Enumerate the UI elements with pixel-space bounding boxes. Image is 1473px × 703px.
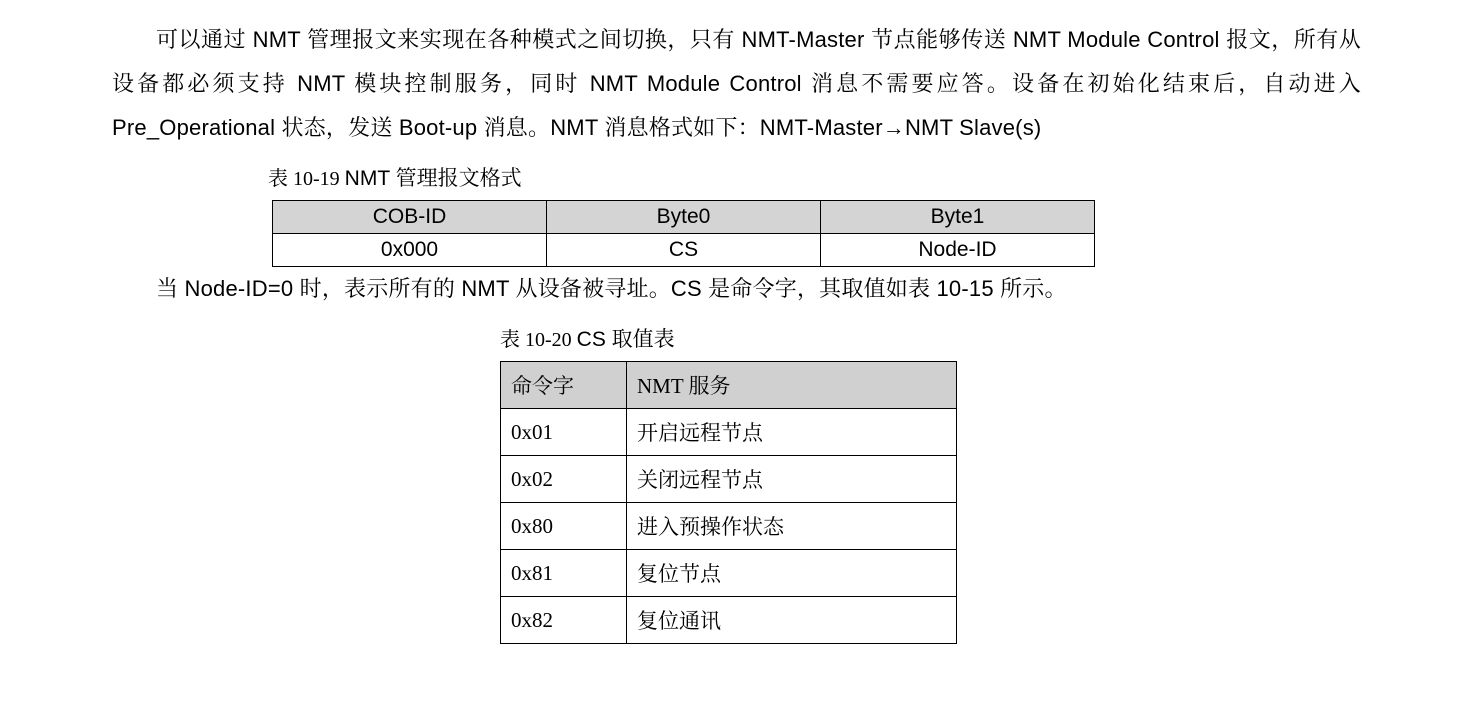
table-cell-code: 0x02 <box>501 456 627 503</box>
table-cell-service: 复位通讯 <box>627 597 957 644</box>
table-header-cell: COB-ID <box>273 201 547 234</box>
caption-number: 表 10-19 <box>268 168 345 190</box>
table-cell-code: 0x01 <box>501 409 627 456</box>
table-cs-values <box>500 361 957 644</box>
table-cell: Node-ID <box>821 234 1095 267</box>
table-cell-code: 0x82 <box>501 597 627 644</box>
caption-text: CS 取值表 <box>576 328 675 351</box>
table-row <box>273 234 1095 267</box>
table-cell: CS <box>547 234 821 267</box>
table-row <box>501 550 957 597</box>
table-header-cell: 命令字 <box>501 362 627 409</box>
table-cell: 0x000 <box>273 234 547 267</box>
caption-number: 表 10-20 <box>500 329 577 351</box>
table-header-cell: Byte0 <box>547 201 821 234</box>
table-cell-service: 开启远程节点 <box>627 409 957 456</box>
table-header-row <box>273 201 1095 234</box>
table-header-row <box>501 362 957 409</box>
table-header-cell: NMT 服务 <box>627 362 957 409</box>
table-row <box>501 456 957 503</box>
table-cell-code: 0x80 <box>501 503 627 550</box>
table-cell-service: 复位节点 <box>627 550 957 597</box>
paragraph-node-id-note: 当 Node-ID=0 时，表示所有的 NMT 从设备被寻址。CS 是命令字，其取值如表 10-15 所示。 <box>156 276 1067 301</box>
table-row <box>501 503 957 550</box>
table-caption-cs-values <box>112 325 1361 355</box>
table-caption-nmt-format <box>112 164 1361 194</box>
table-nmt-message-format <box>272 200 1095 267</box>
table-cell-code: 0x81 <box>501 550 627 597</box>
table-row <box>501 597 957 644</box>
table-row <box>501 409 957 456</box>
caption-text: NMT 管理报文格式 <box>344 167 522 190</box>
paragraph-nmt-intro: 可以通过 NMT 管理报文来实现在各种模式之间切换，只有 NMT-Master 节点能够传送 NMT Module Control 报文，所有从设备都必须支持 NMT 模块控制服务，同时 NMT Module Control 消息不需要应答。设备在初始化结束后，自动进入 Pre_Operational 状态，发送 Boot-up 消息。NMT 消息格式如下：NMT-Master→NMT Slave(s) <box>112 27 1361 140</box>
table-header-cell: Byte1 <box>821 201 1095 234</box>
table-cell-service: 进入预操作状态 <box>627 503 957 550</box>
table-cell-service: 关闭远程节点 <box>627 456 957 503</box>
